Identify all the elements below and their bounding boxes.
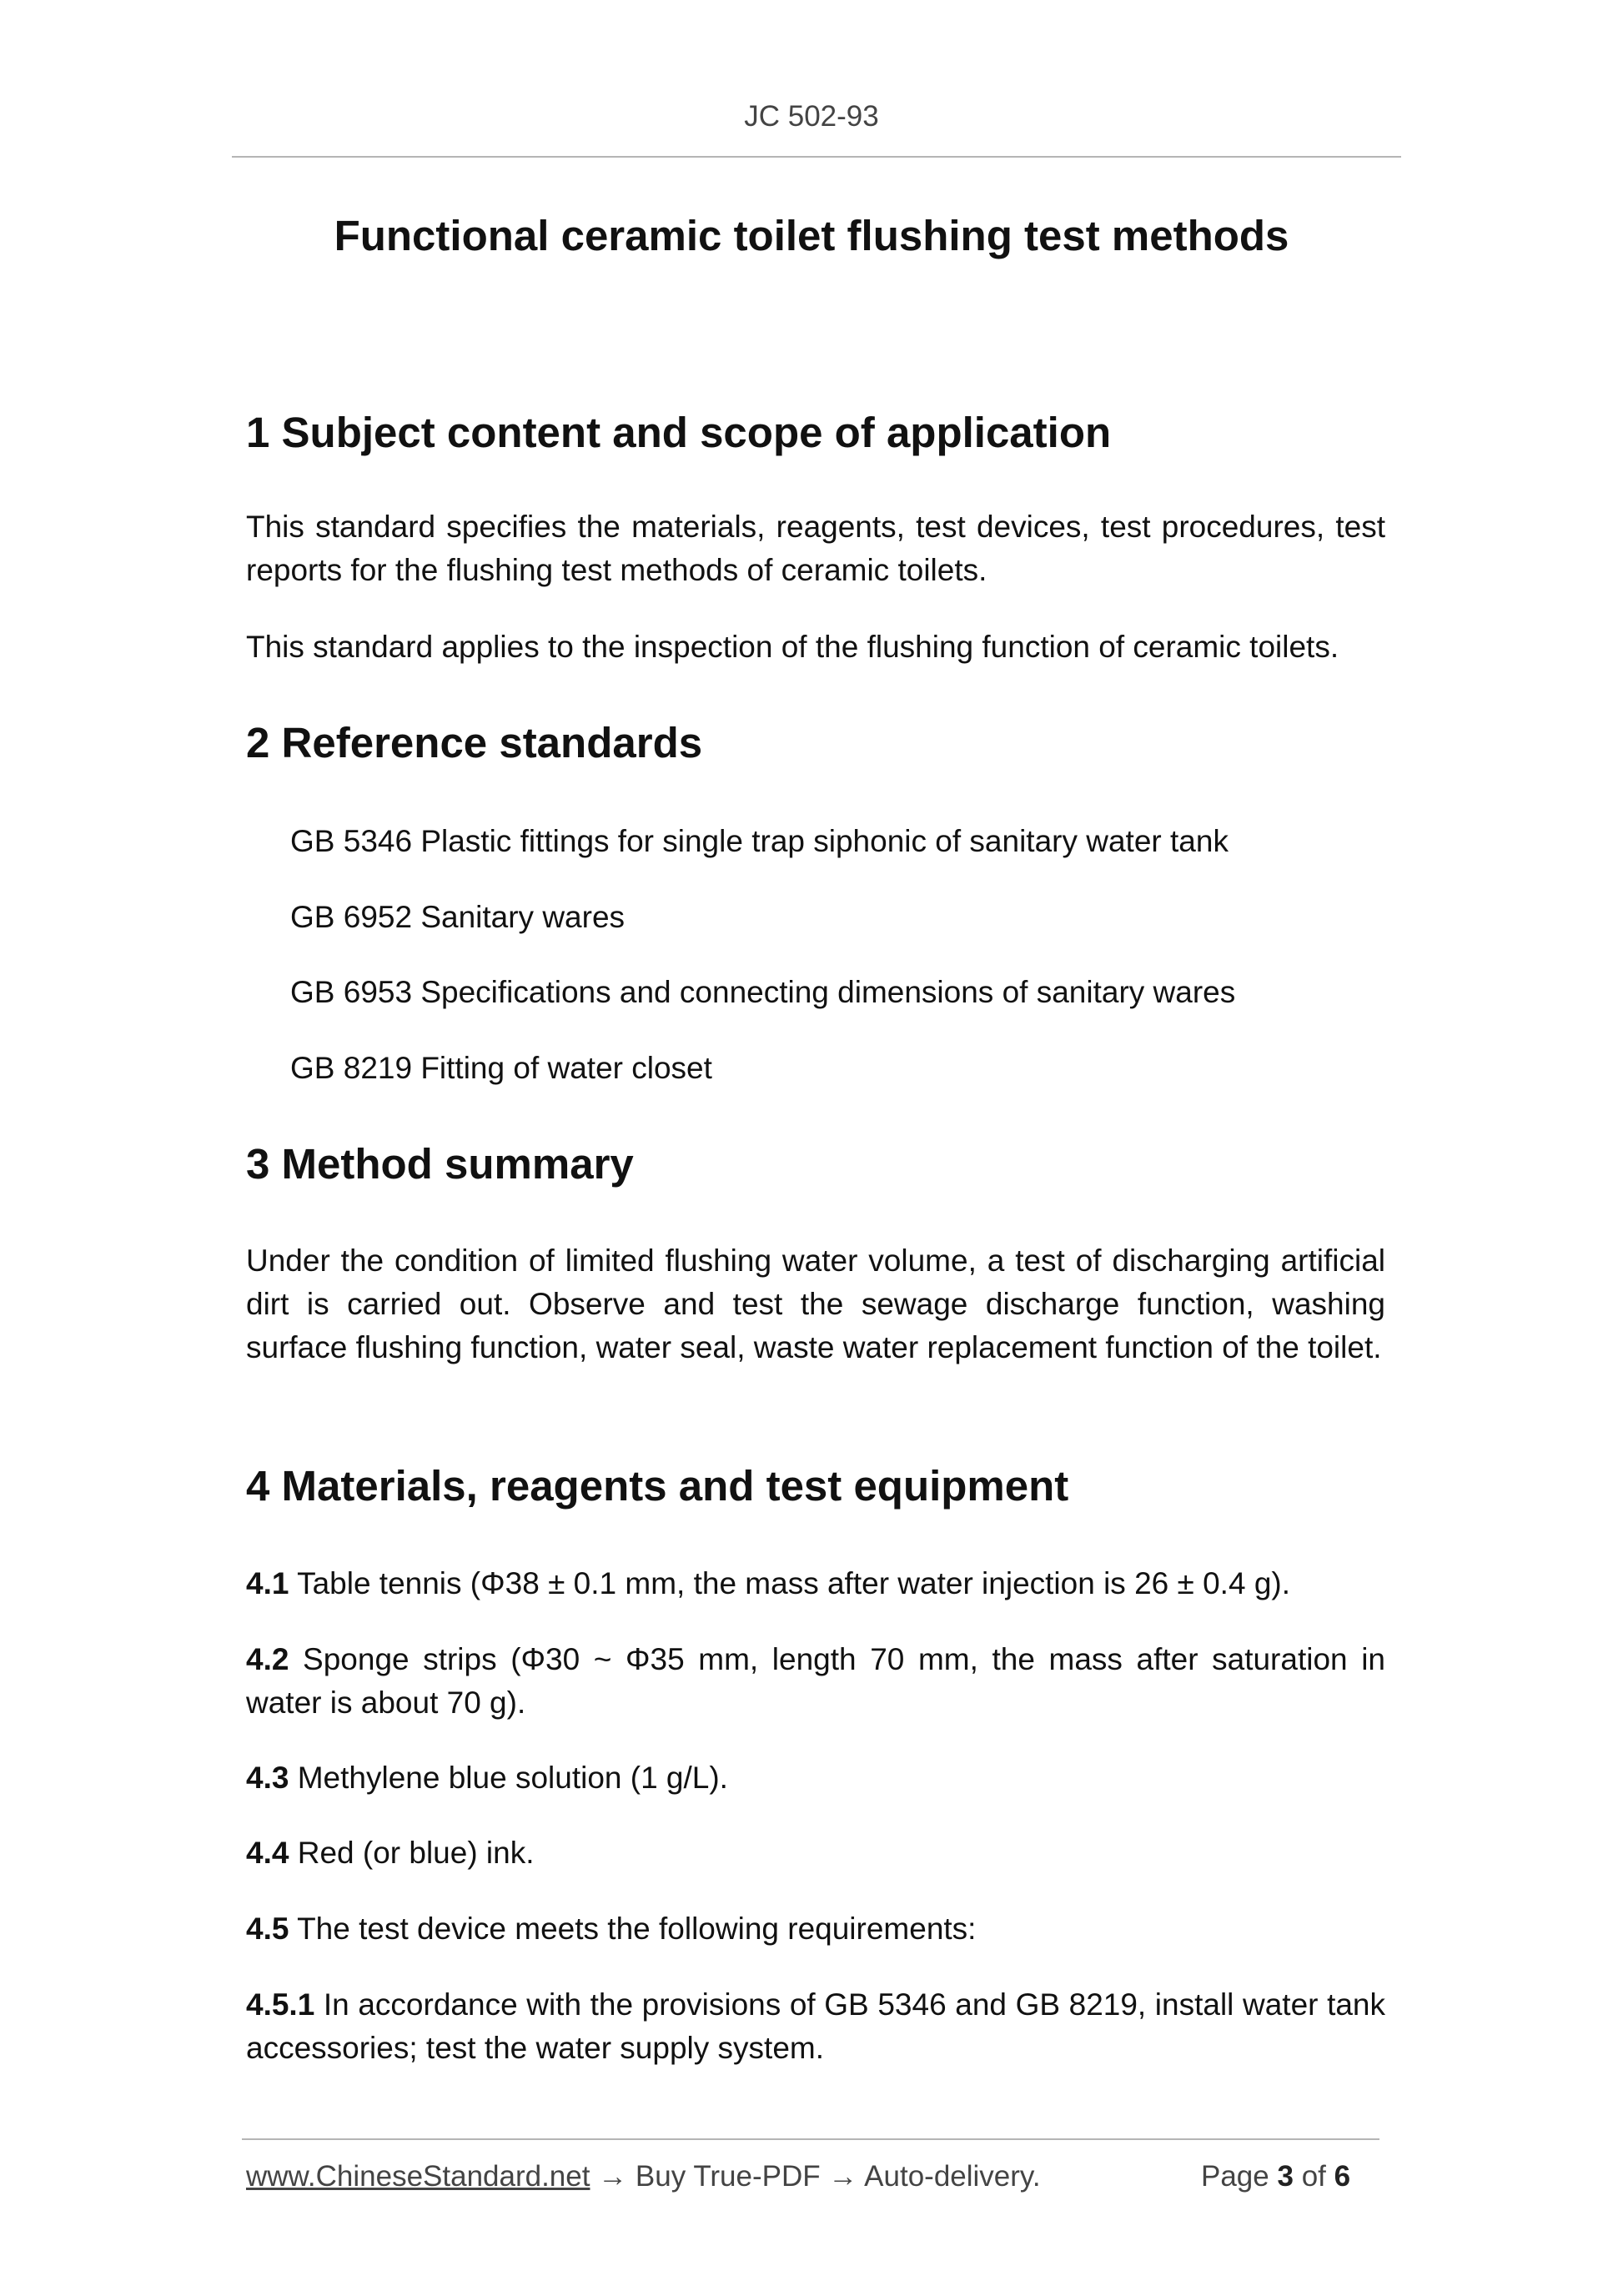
clause-number: 4.3 xyxy=(246,1761,289,1795)
footer-promo xyxy=(246,2157,1041,2197)
reference-item: GB 6953 Specifications and connecting dimensions of sanitary wares xyxy=(290,975,1236,1009)
clause-4-5-1 xyxy=(246,1983,1385,2070)
clause-text: Methylene blue solution (1 g/L). xyxy=(297,1761,728,1795)
document-title: Functional ceramic toilet flushing test methods xyxy=(334,212,1289,259)
page-word: Page xyxy=(1201,2160,1269,2193)
section-1-paragraph-1: This standard specifies the materials, reagents, test devices, test procedures, test reports for the flushing test methods of ceramic toilets. xyxy=(246,510,1385,587)
reference-item: GB 5346 Plastic fittings for single trap siphonic of sanitary water tank xyxy=(290,824,1229,858)
section-1-heading: 1 Subject content and scope of application xyxy=(246,409,1112,456)
footer-tagline: → Buy True-PDF → Auto-delivery. xyxy=(590,2160,1041,2193)
clause-number: 4.2 xyxy=(246,1642,289,1676)
section-2-heading: 2 Reference standards xyxy=(246,719,703,766)
clause-text: The test device meets the following requirements: xyxy=(297,1912,977,1946)
reference-item: GB 8219 Fitting of water closet xyxy=(290,1051,712,1085)
clause-4-4 xyxy=(246,1831,1385,1875)
clause-number: 4.5 xyxy=(246,1912,289,1946)
clause-number: 4.4 xyxy=(246,1836,289,1870)
section-3-paragraph: Under the condition of limited flushing water volume, a test of discharging artificial dirt is carried out. Observe and test the sewage discharge function, washing surface flushing function, water seal, waste water replacement function of the toilet. xyxy=(246,1243,1385,1364)
of-word: of xyxy=(1301,2160,1326,2193)
section-3-heading: 3 Method summary xyxy=(246,1140,634,1188)
clause-4-5 xyxy=(246,1907,1385,1951)
total-pages-number: 6 xyxy=(1334,2160,1351,2193)
section-4-heading: 4 Materials, reagents and test equipment xyxy=(246,1462,1069,1510)
header-doc-code: JC 502-93 xyxy=(744,100,879,133)
section-1-paragraph-2: This standard applies to the inspection of the flushing function of ceramic toilets. xyxy=(246,630,1339,664)
reference-item: GB 6952 Sanitary wares xyxy=(290,900,626,934)
clause-text: Red (or blue) ink. xyxy=(297,1836,535,1870)
clause-number: 4.5.1 xyxy=(246,1987,315,2022)
clause-4-1 xyxy=(246,1562,1385,1605)
current-page-number: 3 xyxy=(1277,2160,1294,2193)
clause-4-2 xyxy=(246,1638,1385,1725)
footer-divider xyxy=(242,2138,1379,2140)
clause-text: Table tennis (Φ38 ± 0.1 mm, the mass after water injection is 26 ± 0.4 g). xyxy=(297,1566,1290,1600)
clause-number: 4.1 xyxy=(246,1566,289,1600)
header-divider xyxy=(232,156,1401,158)
clause-text: In accordance with the provisions of GB 5346 and GB 8219, install water tank accessories; test the water supply system. xyxy=(246,1987,1386,2065)
clause-4-3 xyxy=(246,1756,1385,1800)
website-link[interactable]: www.ChineseStandard.net xyxy=(246,2160,590,2193)
clause-text: Sponge strips (Φ30 ~ Φ35 mm, length 70 mm, the mass after saturation in water is about 70 g). xyxy=(246,1642,1386,1720)
page-indicator xyxy=(1201,2157,1350,2197)
